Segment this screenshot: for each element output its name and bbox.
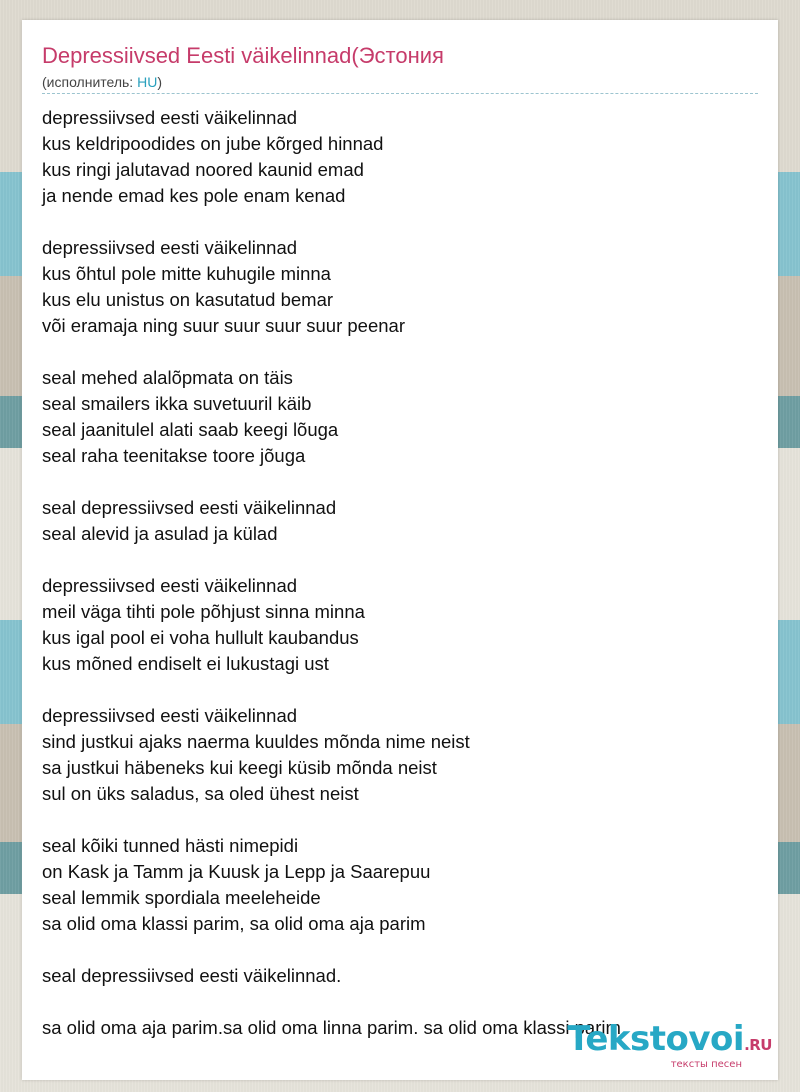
lyric-line: depressiivsed eesti väikelinnad — [42, 705, 298, 726]
song-title: Depressiivsed Eesti väikelinnad(Эстония — [42, 43, 444, 68]
lyric-line: seal mehed alalõpmata on täis — [42, 367, 293, 388]
lyric-blank-line — [42, 547, 758, 573]
lyric-line: sa olid oma aja parim.sa olid oma linna parim. sa olid oma klassi parim — [42, 1017, 621, 1038]
lyric-blank-line — [42, 469, 758, 495]
lyric-line: depressiivsed eesti väikelinnad — [42, 575, 298, 596]
lyric-line: seal jaanitulel alati saab keegi lõuga — [42, 419, 339, 440]
lyric-line: seal lemmik spordiala meeleheide — [42, 887, 321, 908]
lyric-line: seal smailers ikka suvetuuril käib — [42, 393, 312, 414]
lyric-line: depressiivsed eesti väikelinnad — [42, 237, 298, 258]
title-divider — [42, 93, 758, 94]
lyric-line: on Kask ja Tamm ja Kuusk ja Lepp ja Saarepuu — [42, 861, 431, 882]
artist-label: (исполнитель: — [42, 74, 138, 90]
lyric-blank-line — [42, 989, 758, 1015]
lyric-line: kus õhtul pole mitte kuhugile minna — [42, 263, 331, 284]
lyric-line: seal raha teenitakse toore jõuga — [42, 445, 306, 466]
lyric-blank-line — [42, 807, 758, 833]
lyrics-sheet — [22, 20, 778, 1080]
logo-tld: .RU — [744, 1036, 772, 1054]
lyric-line: kus keldripoodides on jube kõrged hinnad — [42, 133, 384, 154]
site-logo[interactable] — [567, 1019, 772, 1070]
lyric-line: kus ringi jalutavad noored kaunid emad — [42, 159, 364, 180]
lyric-blank-line — [42, 937, 758, 963]
lyric-line: sa justkui häbeneks kui keegi küsib mõnda neist — [42, 757, 437, 778]
artist-link[interactable]: HU — [137, 74, 158, 90]
lyric-line: või eramaja ning suur suur suur suur peenar — [42, 315, 405, 336]
lyric-line: depressiivsed eesti väikelinnad — [42, 107, 298, 128]
lyric-line: seal kõiki tunned hästi nimepidi — [42, 835, 299, 856]
artist-line — [42, 74, 162, 90]
lyric-blank-line — [42, 339, 758, 365]
lyric-blank-line — [42, 209, 758, 235]
artist-close: ) — [157, 74, 162, 90]
lyric-line: kus igal pool ei voha hullult kaubandus — [42, 627, 359, 648]
lyric-line: ja nende emad kes pole enam kenad — [42, 185, 346, 206]
lyrics-text — [42, 105, 758, 1041]
logo-main-text: Tekstovoi — [567, 1019, 745, 1059]
lyric-line: kus elu unistus on kasutatud bemar — [42, 289, 334, 310]
lyric-line: sa olid oma klassi parim, sa olid oma aja parim — [42, 913, 426, 934]
lyric-line: sind justkui ajaks naerma kuuldes mõnda nime neist — [42, 731, 470, 752]
lyric-line: seal depressiivsed eesti väikelinnad. — [42, 965, 342, 986]
lyric-line: seal depressiivsed eesti väikelinnad — [42, 497, 337, 518]
lyric-line: meil väga tihti pole põhjust sinna minna — [42, 601, 365, 622]
logo-subtitle: тексты песен — [670, 1059, 742, 1070]
lyric-line: seal alevid ja asulad ja külad — [42, 523, 278, 544]
lyric-blank-line — [42, 677, 758, 703]
lyric-line: sul on üks saladus, sa oled ühest neist — [42, 783, 359, 804]
lyric-line: kus mõned endiselt ei lukustagi ust — [42, 653, 329, 674]
